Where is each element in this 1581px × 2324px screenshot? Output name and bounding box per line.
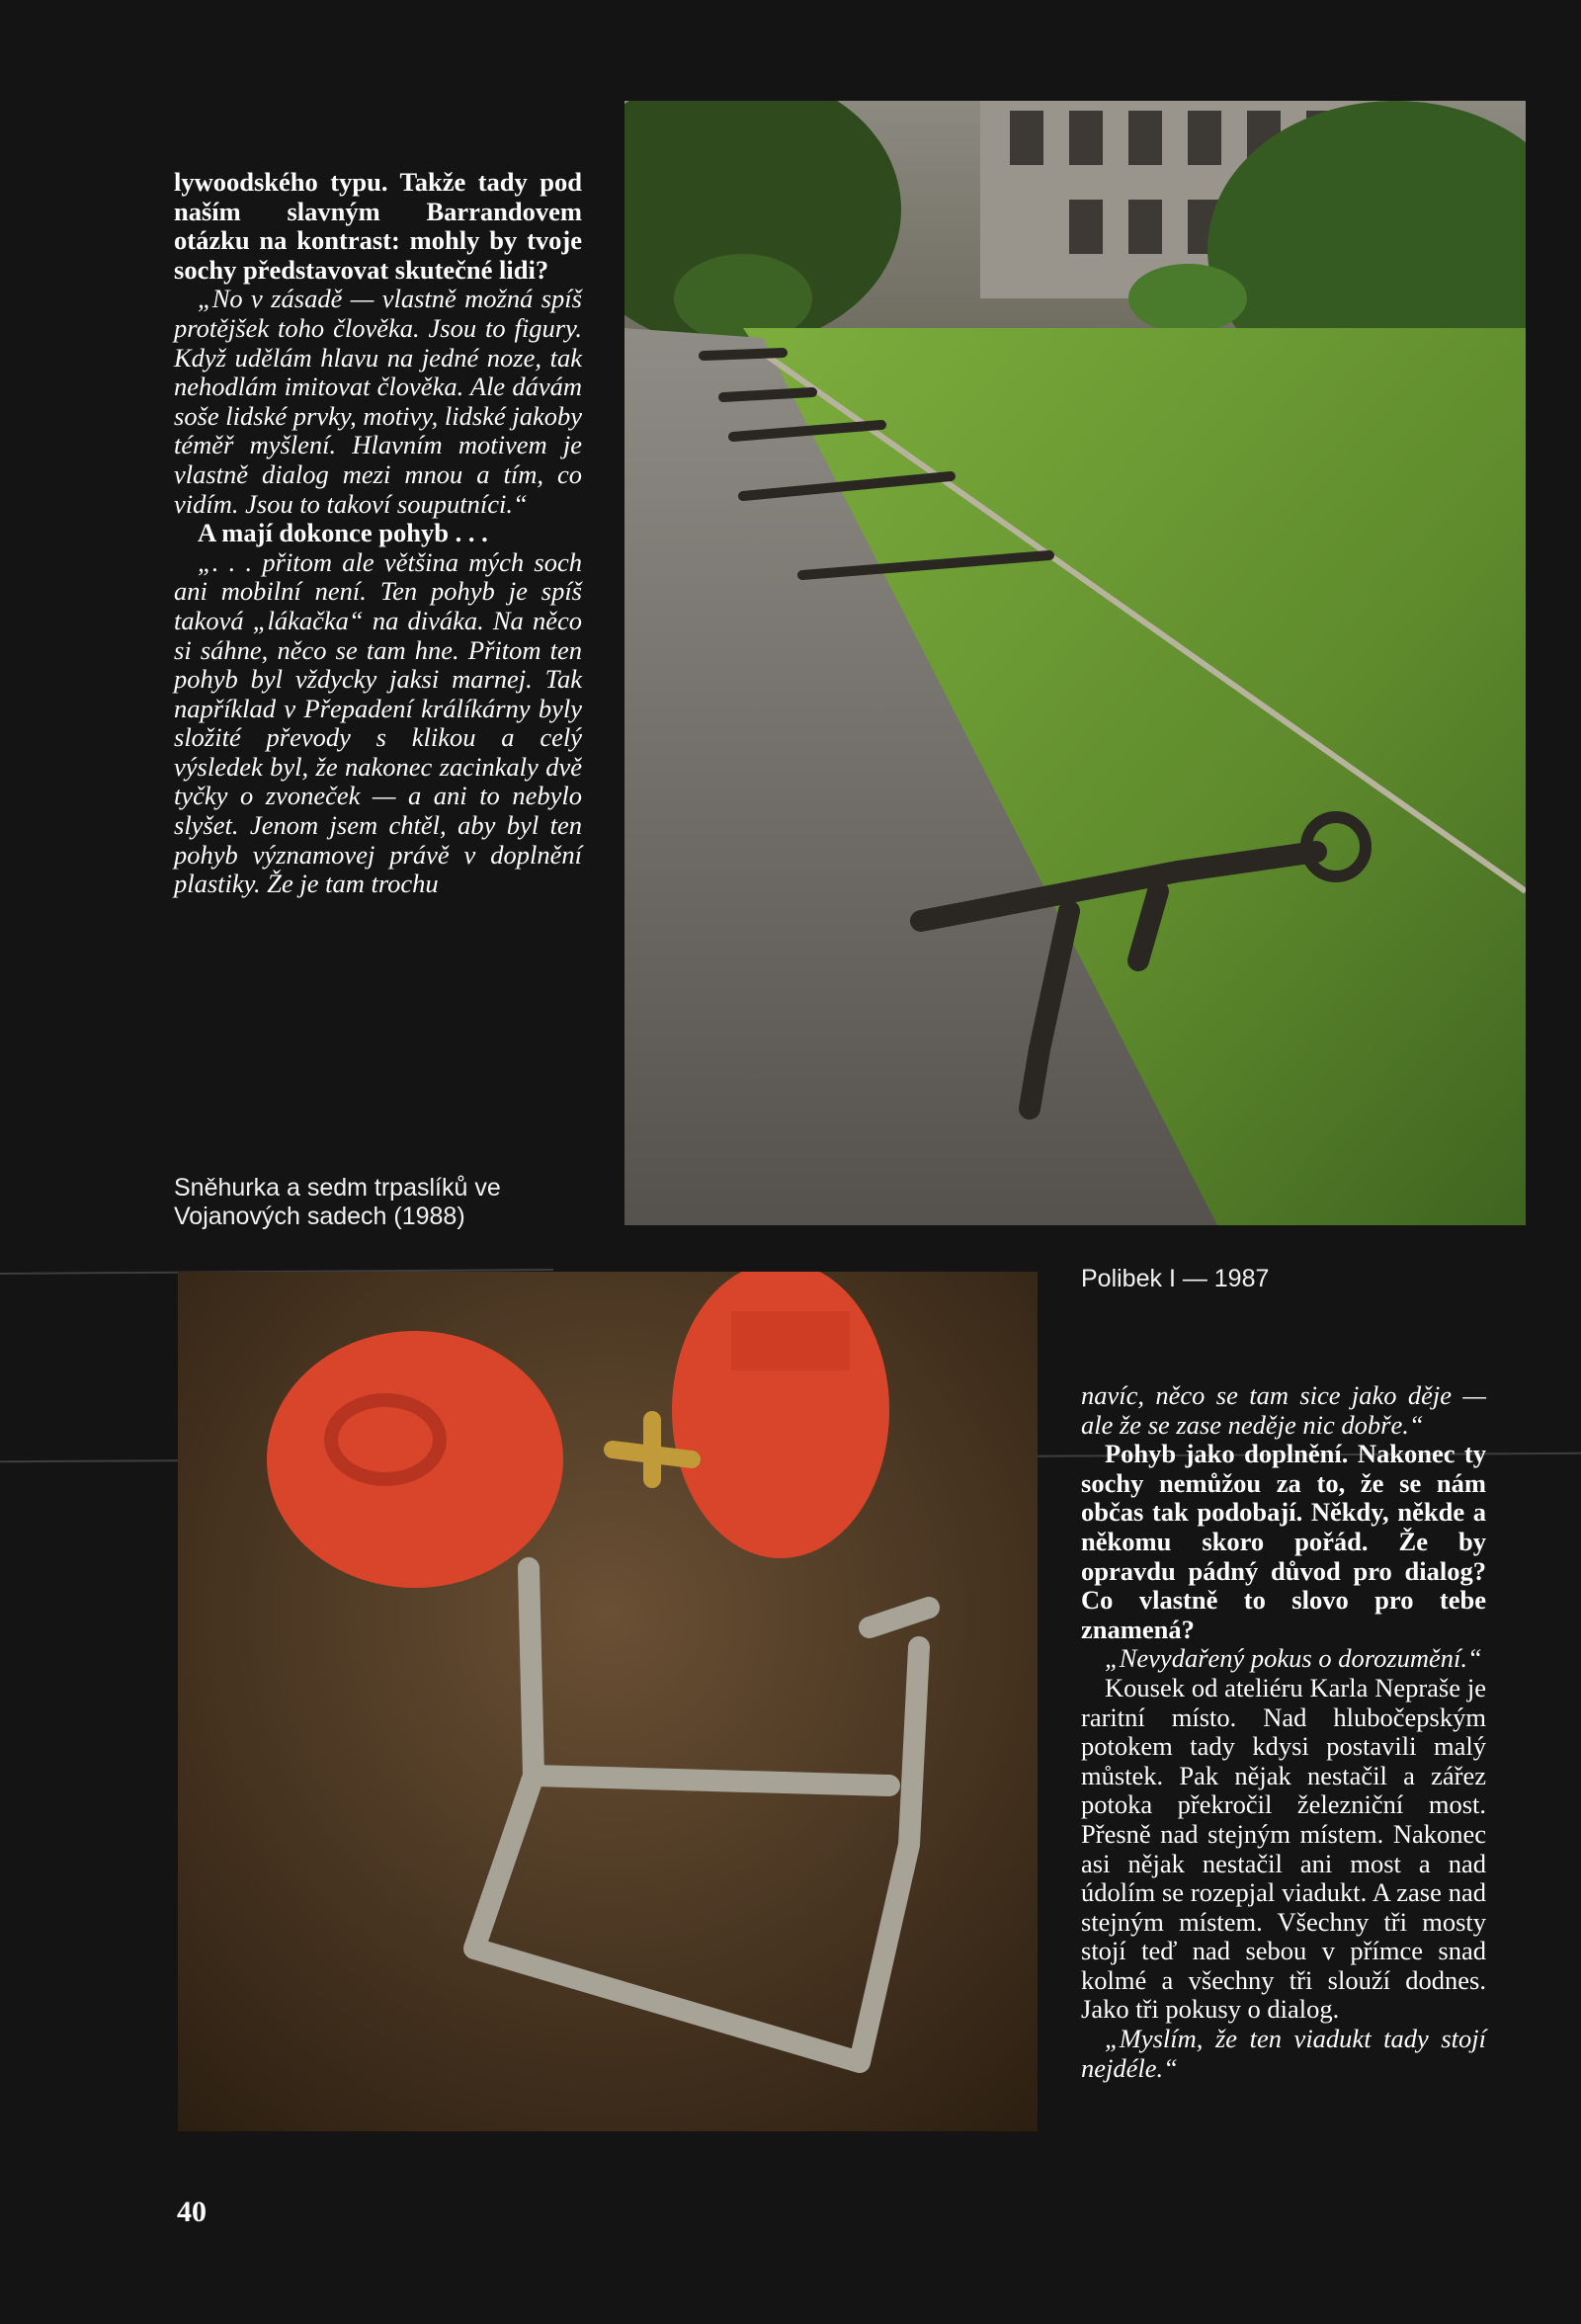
garden-sculptures-photo: [624, 101, 1526, 1225]
sculpture-photo-caption: Polibek I — 1987: [1081, 1265, 1270, 1292]
right-paragraph-1: navíc, něco se tam sice jako děje — ale že se zase neděje nic dobře.“: [1081, 1380, 1486, 1440]
bush: [1128, 264, 1247, 333]
left-paragraph-4: „. . . přitom ale většina mých soch ani mobilní není. Ten pohyb je spíš taková „lákačka“ na diváka. Na něco si sáhne, něco se tam hne. Přitom ten pohyb byl vždycky jaksi marnej. Tak například v Přepadení králíkárny byly složité převody s klikou a celý výsledek byl, že nakonec zacinkaly dvě tyčky o zvoneček — a ani to nebylo slyšet. Jenom jsem chtěl, aby byl ten pohyb významovej právě v doplnění plastiky. Že je tam trochu: [174, 546, 582, 899]
page-number: 40: [177, 2196, 207, 2228]
kiss-sculpture-scene: [178, 1272, 1038, 2131]
left-text-column: [174, 168, 582, 899]
garden-scene: [624, 101, 1526, 1225]
left-paragraph-3: A mají dokonce pohyb . . .: [198, 518, 488, 548]
garden-photo-caption: Sněhurka a sedm trpaslíků ve Vojanových sadech (1988): [174, 1174, 501, 1230]
right-text-column: [1081, 1381, 1486, 2083]
left-paragraph-1: lywoodského typu. Takže tady pod naším slavným Barrandovem otázku na kontrast: mohly by tvoje sochy představovat skutečné lidi?: [174, 167, 582, 285]
left-paragraph-2: „No v zásadě — vlastně možná spíš protějšek toho člověka. Jsou to figury. Když udělám hlavu na jedné noze, tak nehodlám imitovat člověka. Ale dávám soše lidské prvky, motivy, lidské jakoby téměř myšlení. Hlavním motivem je vlastně dialog mezi mnou a tím, co vidím. Jsou to takoví souputníci.“: [174, 284, 582, 519]
right-paragraph-5: „Myslím, že ten viadukt tady stojí nejdéle.“: [1081, 2024, 1486, 2083]
right-paragraph-2: Pohyb jako doplnění. Nakonec ty sochy nemůžou za to, že se nám občas tak podobají. Někdy, někde a někomu skoro pořád. Že by opravdu pádný důvod pro dialog? Co vlastně to slovo pro tebe znamená?: [1081, 1439, 1486, 1644]
right-paragraph-3: „Nevydařený pokus o dorozumění.“: [1105, 1643, 1482, 1674]
kiss-sculpture-photo: [178, 1272, 1038, 2131]
right-paragraph-4: Kousek od ateliéru Karla Nepraše je raritní místo. Nad hlubočepským potokem tady kdysi postavili malý můstek. Pak nějak nestačil a zářez potoka překročil železniční most. Přesně nad stejným místem. Nakonec asi nějak nestačil ani most a nad údolím se rozepjal viadukt. A zase nad stejným místem. Všechny tři mosty stojí teď nad sebou v přímce snad kolmé a všechny tři slouží dodnes. Jako tři pokusy o dialog.: [1081, 1672, 1486, 2025]
